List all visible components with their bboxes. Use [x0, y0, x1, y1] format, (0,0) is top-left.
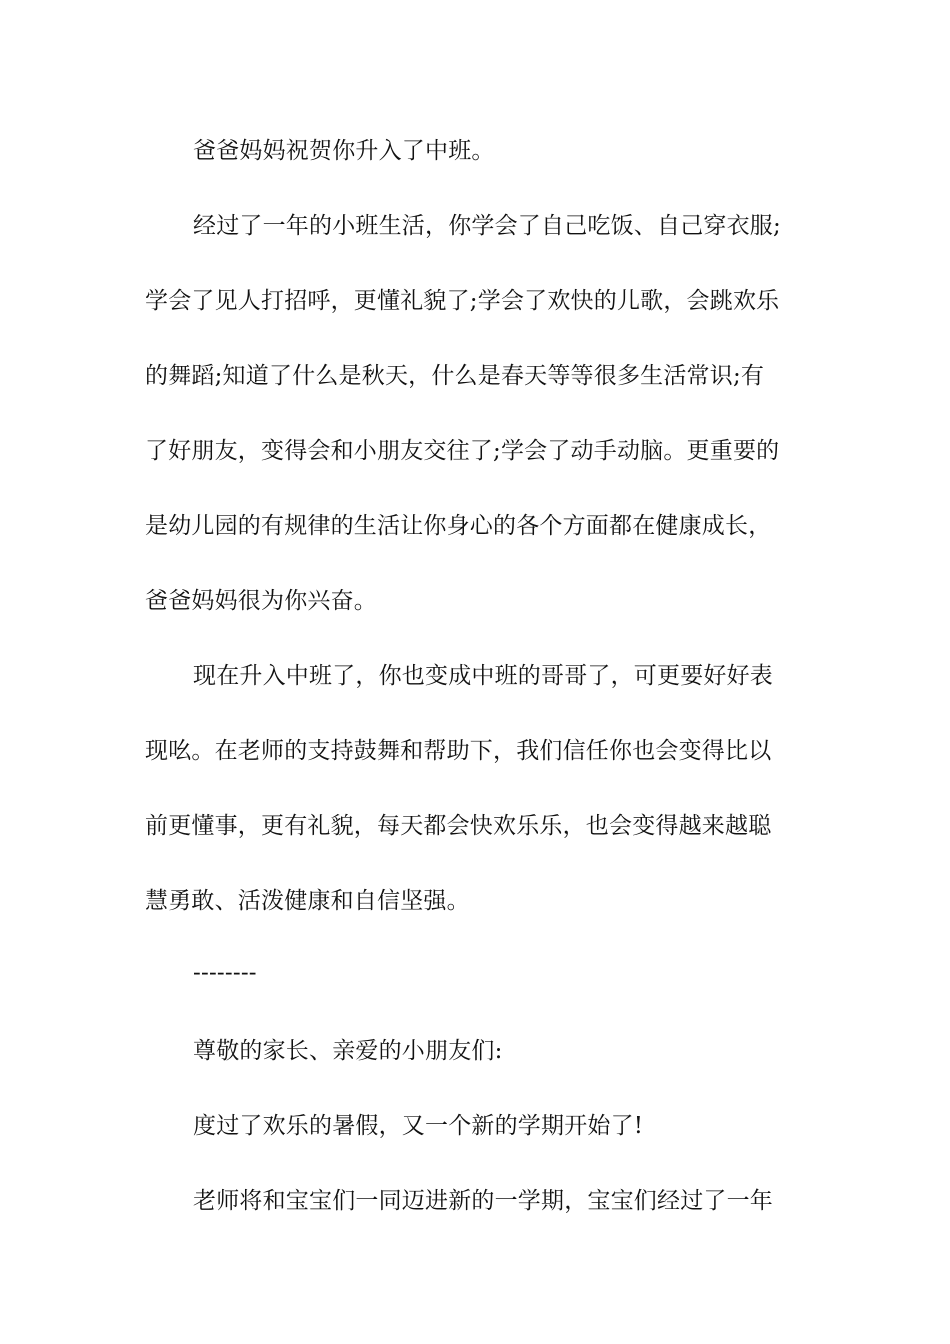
new-semester-line: 度过了欢乐的暑假，又一个新的学期开始了!	[193, 1113, 644, 1139]
paragraph-small-class-line-5: 是幼儿园的有规律的生活让你身心的各个方面都在健康成长，	[145, 513, 772, 539]
greeting-line: 尊敬的家长、亲爱的小朋友们:	[193, 1038, 503, 1064]
paragraph-small-class-line-2: 学会了见人打招呼，更懂礼貌了;学会了欢快的儿歌，会跳欢乐	[145, 288, 780, 314]
paragraph-congrats: 爸爸妈妈祝贺你升入了中班。	[193, 138, 495, 164]
paragraph-small-class-line-3: 的舞蹈;知道了什么是秋天，什么是春天等等很多生活常识;有	[145, 363, 765, 389]
section-separator: --------	[193, 960, 257, 986]
paragraph-small-class-line-4: 了好朋友，变得会和小朋友交往了;学会了动手动脑。更重要的	[145, 438, 780, 464]
paragraph-small-class-line-1: 经过了一年的小班生活，你学会了自己吃饭、自己穿衣服;	[193, 213, 781, 239]
paragraph-middle-class-line-4: 慧勇敢、活泼健康和自信坚强。	[145, 888, 470, 914]
paragraph-middle-class-line-2: 现吆。在老师的支持鼓舞和帮助下，我们信任你也会变得比以	[145, 738, 772, 764]
teacher-line: 老师将和宝宝们一同迈进新的一学期，宝宝们经过了一年	[193, 1188, 773, 1214]
paragraph-middle-class-line-1: 现在升入中班了，你也变成中班的哥哥了，可更要好好表	[193, 663, 773, 689]
paragraph-small-class-line-6: 爸爸妈妈很为你兴奋。	[145, 588, 377, 614]
paragraph-middle-class-line-3: 前更懂事，更有礼貌，每天都会快欢乐乐，也会变得越来越聪	[145, 813, 772, 839]
